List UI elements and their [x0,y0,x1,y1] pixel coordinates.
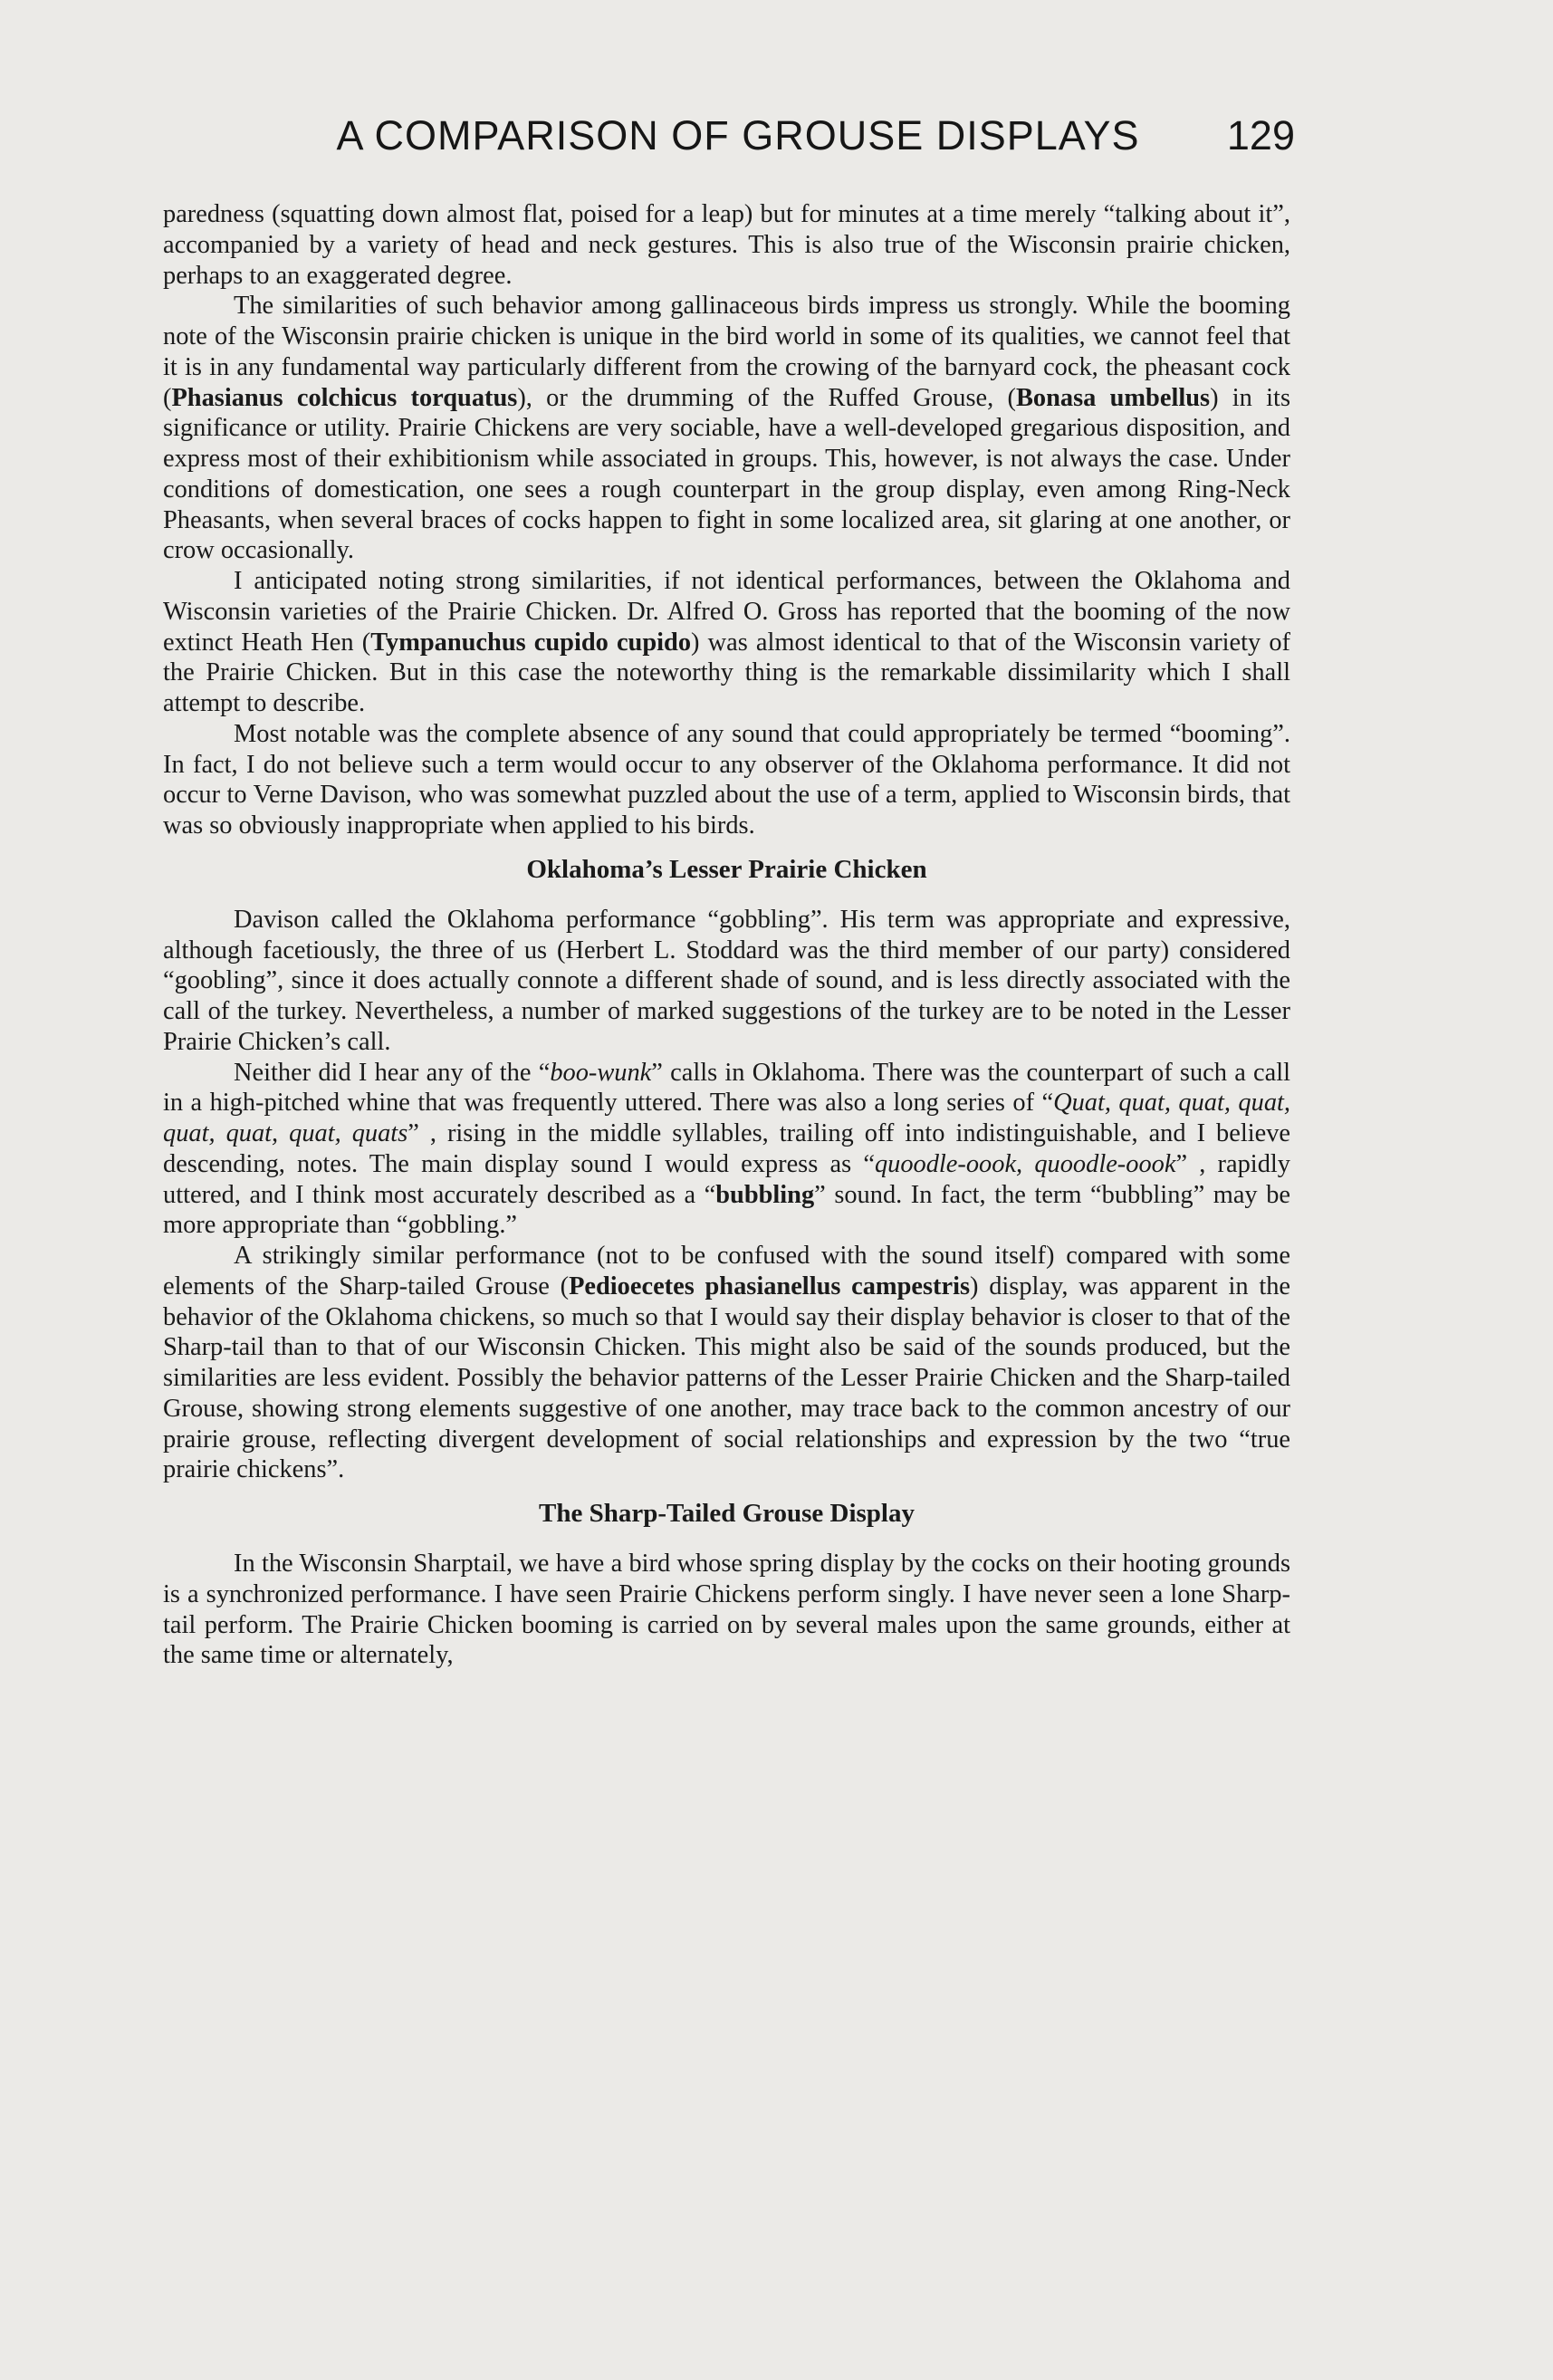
paragraph: Neither did I hear any of the “boo-wunk” calls in Oklahoma. There was the counterpart of such a call in a high-pitched whine that was frequently uttered. There was also a long series of “Quat, quat, quat, quat, quat, quat, quat, quats” , rising in the middle syllables, trailing off into indistinguishable, and I believe descending, notes. The main display sound I would express as “quoodle-oook, quoodle-oook” , rapidly uttered, and I think most accurately described as a “bubbling” sound. In fact, the term “bubbling” may be more appropriate than “gobbling.” [163,1058,1291,1240]
paragraph: A strikingly similar performance (not to be confused with the sound itself) compared with some elements of the Sharp-tailed Grouse (Pedioecetes phasianellus campestris) display, was apparent in the behavior of the Oklahoma chickens, so much so that I would say their display behavior is closer to that of the Sharp-tail than to that of our Wisconsin Chicken. This might also be said of the sounds produced, but the similarities are less evident. Possibly the behavior patterns of the Lesser Prairie Chicken and the Sharp-tailed Grouse, showing strong elements suggestive of one another, may trace back to the common ancestry of our prairie grouse, reflecting divergent development of social relationships and expression by the two “true prairie chickens”. [163,1242,1291,1484]
paragraph: The similarities of such behavior among gallinaceous birds impress us strongly. While the booming note of the Wisconsin prairie chicken is unique in the bird world in some of its qualities, we cannot feel that it is in any fundamental way particularly different from the crowing of the barnyard cock, the pheasant cock (Phasianus colchicus torquatus), or the drumming of the Ruffed Grouse, (Bonasa umbellus) in its significance or utility. Prairie Chickens are very sociable, have a well-developed gregarious disposition, and express most of their exhibitionism while associated in groups. This, however, is not always the case. Under conditions of domestication, one sees a rough counterpart in the group display, even among Ring-Neck Pheasants, when several braces of cocks happen to fight in some localized area, sit glaring at one another, or crow occasionally. [163,292,1290,565]
call-name: Quat, quat, quat, quat, quat, quat, quat, quats [163,1089,1291,1147]
header-title: A COMPARISON OF GROUSE DISPLAYS [336,112,1140,158]
call-name: boo-wunk [550,1058,652,1087]
paragraph: paredness (squatting down almost flat, poised for a leap) but for minutes at a time merely “talking about it”, accompanied by a variety of head and neck gestures. This is also true of the Wisconsin prairie chicken, perhaps to an exaggerated degree. [163,200,1290,290]
section-heading: The Sharp-Tailed Grouse Display [539,1499,915,1528]
paragraph: Most notable was the complete absence of any sound that could appropriately be termed “booming”. In fact, I do not believe such a term would occur to any observer of the Oklahoma performance. It did not occur to Verne Davison, who was somewhat puzzled about the use of a term, applied to Wisconsin birds, that was so obviously inappropriate when applied to his birds. [163,719,1290,840]
call-name: quoodle-oook, quoodle-oook [874,1149,1176,1178]
emphasis: bubbling [715,1180,815,1209]
section-heading: Oklahoma’s Lesser Prairie Chicken [526,854,927,884]
scientific-name: Bonasa umbellus [1015,383,1211,412]
paragraph: I anticipated noting strong similarities, if not identical performances, between the Oklahoma and Wisconsin varieties of the Prairie Chicken. Dr. Alfred O. Gross has reported that the booming of the now extinct Heath Hen (Tympanuchus cupido cupido) was almost identical to that of the Wisconsin variety of the Prairie Chicken. But in this case the noteworthy thing is the remarkable dissimilarity which I shall attempt to describe. [163,567,1290,717]
scientific-name: Tympanuchus cupido cupido [370,628,692,657]
page-number: 129 [1226,112,1295,158]
article-body [163,199,1290,1671]
paragraph: In the Wisconsin Sharptail, we have a bird whose spring display by the cocks on their hooting grounds is a synchronized performance. I have seen Prairie Chickens perform singly. I have never seen a lone Sharp-tail perform. The Prairie Chicken booming is carried on by several males upon the same grounds, either at the same time or alternately, [163,1550,1290,1670]
scientific-name: Pedioecetes phasianellus campestris [569,1272,971,1300]
paragraph: Davison called the Oklahoma performance “gobbling”. His term was appropriate and expressive, although facetiously, the three of us (Herbert L. Stoddard was the third member of our party) considered “goobling”, since it does actually connote a different shade of sound, and is less directly associated with the call of the turkey. Nevertheless, a number of marked suggestions of the turkey are to be noted in the Lesser Prairie Chicken’s call. [163,905,1290,1056]
running-header [163,112,1313,176]
scientific-name: Phasianus colchicus torquatus [171,383,518,412]
